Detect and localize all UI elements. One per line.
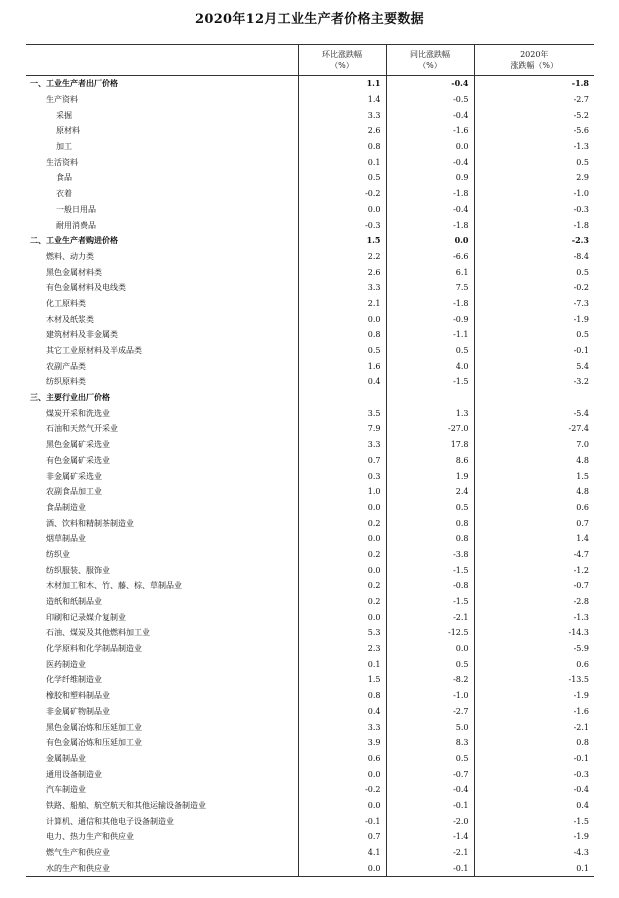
annual-change-cell: 1.4 [474,531,594,547]
annual-change-cell: -4.7 [474,547,594,563]
table-row [26,515,594,531]
page-title: 2020年12月工业生产者价格主要数据 [195,12,424,27]
table-row [26,139,594,155]
price-data-table [26,44,594,877]
yoy-change-cell: 8.6 [386,453,474,469]
mom-change-cell: 0.0 [298,500,386,516]
section-row [26,233,594,249]
yoy-change-cell: -0.4 [386,202,474,218]
row-label: 三、主要行业出厂价格 [30,392,110,403]
table-row [26,751,594,767]
table-row [26,798,594,814]
mom-change-cell: 0.0 [298,202,386,218]
yoy-change-cell: -2.1 [386,845,474,861]
row-label: 酒、饮料和精制茶制造业 [46,518,134,528]
table-row [26,249,594,265]
mom-change-cell: -0.2 [298,186,386,202]
annual-change-cell: -1.6 [474,704,594,720]
yoy-change-cell: 0.8 [386,531,474,547]
annual-change-cell: -7.3 [474,296,594,312]
table-row [26,641,594,657]
table-row [26,421,594,437]
annual-change-cell: 0.5 [474,327,594,343]
mom-change-cell: -0.1 [298,813,386,829]
yoy-change-cell: -1.0 [386,688,474,704]
row-label: 一、工业生产者出厂价格 [30,78,118,89]
table-row [26,500,594,516]
row-label: 纺织服装、服饰业 [46,565,110,575]
row-label: 化工原料类 [46,298,86,308]
section-row [26,76,594,92]
row-label: 橡胶和塑料制品业 [46,691,110,701]
table-row [26,154,594,170]
row-label: 黑色金属冶炼和压延加工业 [46,722,142,732]
yoy-change-cell: -2.7 [386,704,474,720]
table-row [26,453,594,469]
row-label: 黑色金属矿采选业 [46,440,110,450]
annual-change-cell: -0.2 [474,280,594,296]
header-annual-change: 2020年 涨跌幅（%） [474,45,594,76]
table-row [26,280,594,296]
yoy-change-cell: -1.1 [386,327,474,343]
header-mom-change: 环比涨跌幅 （%） [298,45,386,76]
section-row [26,390,594,406]
table-row [26,845,594,861]
annual-change-cell: -0.4 [474,782,594,798]
mom-change-cell: 0.2 [298,547,386,563]
yoy-change-cell: -1.6 [386,123,474,139]
yoy-change-cell: 4.0 [386,358,474,374]
table-row [26,766,594,782]
annual-change-cell: -1.3 [474,609,594,625]
row-label: 非金属矿物制品业 [46,706,110,716]
annual-change-cell: 0.6 [474,500,594,516]
yoy-change-cell: 0.5 [386,656,474,672]
row-label: 铁路、船舶、航空航天和其他运输设备制造业 [46,800,206,810]
row-label: 原材料 [56,126,80,136]
mom-change-cell: 0.0 [298,860,386,876]
annual-change-cell: -8.4 [474,249,594,265]
yoy-change-cell: -0.4 [386,782,474,798]
yoy-change-cell: 0.0 [386,233,474,249]
table-row [26,656,594,672]
annual-change-cell: -1.9 [474,311,594,327]
row-label: 燃气生产和供应业 [46,848,110,858]
yoy-change-cell: 1.9 [386,468,474,484]
mom-change-cell: 0.0 [298,562,386,578]
annual-change-cell: 7.0 [474,437,594,453]
yoy-change-cell: 0.5 [386,500,474,516]
row-label: 生活资料 [46,157,78,167]
annual-change-cell: -1.5 [474,813,594,829]
mom-change-cell: 3.3 [298,280,386,296]
row-label: 印刷和记录媒介复制业 [46,612,126,622]
table-row [26,625,594,641]
row-label: 二、工业生产者购进价格 [30,235,118,246]
yoy-change-cell: 0.8 [386,515,474,531]
row-label: 煤炭开采和洗选业 [46,408,110,418]
annual-change-cell: 0.5 [474,264,594,280]
mom-change-cell: 0.1 [298,154,386,170]
row-label: 一般日用品 [56,204,96,214]
row-label: 采掘 [56,110,72,120]
yoy-change-cell: 0.5 [386,751,474,767]
row-label: 木材加工和木、竹、藤、棕、草制品业 [46,581,182,591]
table-row [26,735,594,751]
yoy-change-cell: -1.5 [386,594,474,610]
annual-change-cell: 5.4 [474,358,594,374]
yoy-change-cell: -0.4 [386,107,474,123]
row-label: 电力、热力生产和供应业 [46,832,134,842]
yoy-change-cell: -0.4 [386,154,474,170]
mom-change-cell: 0.8 [298,139,386,155]
mom-change-cell: 2.6 [298,264,386,280]
annual-change-cell: -0.7 [474,578,594,594]
table-header [26,45,594,76]
yoy-change-cell: 0.0 [386,139,474,155]
annual-change-cell: -5.4 [474,405,594,421]
mom-change-cell: 0.0 [298,798,386,814]
mom-change-cell: 0.2 [298,578,386,594]
annual-change-cell: -1.9 [474,688,594,704]
mom-change-cell: 3.3 [298,719,386,735]
annual-change-cell: 4.8 [474,453,594,469]
yoy-change-cell: 0.9 [386,170,474,186]
yoy-change-cell: -27.0 [386,421,474,437]
mom-change-cell: 0.0 [298,766,386,782]
annual-change-cell: -4.3 [474,845,594,861]
table-row [26,202,594,218]
mom-change-cell: 0.4 [298,704,386,720]
row-label: 农副产品类 [46,361,86,371]
mom-change-cell: 1.1 [298,76,386,92]
row-label: 燃料、动力类 [46,251,94,261]
mom-change-cell: 1.0 [298,484,386,500]
row-label: 汽车制造业 [46,785,86,795]
yoy-change-cell: -0.9 [386,311,474,327]
table-row [26,311,594,327]
mom-change-cell: -0.2 [298,782,386,798]
annual-change-cell: -0.3 [474,766,594,782]
table-row [26,107,594,123]
row-label: 计算机、通信和其他电子设备制造业 [46,816,174,826]
annual-change-cell: 0.4 [474,798,594,814]
yoy-change-cell: -12.5 [386,625,474,641]
yoy-change-cell: 7.5 [386,280,474,296]
row-label: 生产资料 [46,95,78,105]
row-label: 有色金属冶炼和压延加工业 [46,738,142,748]
row-label: 水的生产和供应业 [26,860,298,876]
row-label: 石油和天然气开采业 [46,424,118,434]
table-row [26,217,594,233]
mom-change-cell: 1.5 [298,233,386,249]
yoy-change-cell: -0.1 [386,860,474,876]
yoy-change-cell: -2.0 [386,813,474,829]
yoy-change-cell: -1.8 [386,186,474,202]
mom-change-cell: 1.6 [298,358,386,374]
mom-change-cell: 0.0 [298,531,386,547]
table-row [26,704,594,720]
table-row [26,672,594,688]
yoy-change-cell: 17.8 [386,437,474,453]
mom-change-cell: 0.7 [298,829,386,845]
mom-change-cell: 2.2 [298,249,386,265]
annual-change-cell: -0.1 [474,343,594,359]
mom-change-cell: 2.1 [298,296,386,312]
yoy-change-cell: -3.8 [386,547,474,563]
table-row [26,782,594,798]
mom-change-cell: 0.3 [298,468,386,484]
annual-change-cell: 2.9 [474,170,594,186]
mom-change-cell: 2.3 [298,641,386,657]
annual-change-cell: 1.5 [474,468,594,484]
table-row [26,343,594,359]
mom-change-cell: 1.5 [298,672,386,688]
yoy-change-cell: 0.5 [386,343,474,359]
yoy-change-cell: -2.1 [386,609,474,625]
row-label: 医药制造业 [46,659,86,669]
yoy-change-cell: -1.5 [386,374,474,390]
row-label: 非金属矿采选业 [46,471,102,481]
annual-change-cell: -5.9 [474,641,594,657]
row-label: 通用设备制造业 [46,769,102,779]
table-row [26,547,594,563]
mom-change-cell [298,390,386,406]
annual-change-cell: 0.5 [474,154,594,170]
mom-change-cell: 0.0 [298,609,386,625]
row-label: 木材及纸浆类 [46,314,94,324]
yoy-change-cell: -0.7 [386,766,474,782]
annual-change-cell: -3.2 [474,374,594,390]
annual-change-cell: -5.6 [474,123,594,139]
yoy-change-cell: 6.1 [386,264,474,280]
row-label: 食品制造业 [46,502,86,512]
annual-change-cell: -0.1 [474,751,594,767]
row-label: 衣着 [56,189,72,199]
row-label: 金属制品业 [46,753,86,763]
row-label: 其它工业原材料及半成品类 [46,346,142,356]
row-label: 耐用消费品 [56,220,96,230]
mom-change-cell: 1.4 [298,92,386,108]
row-label: 纺织业 [46,549,70,559]
yoy-change-cell: -1.5 [386,562,474,578]
table-row [26,860,594,876]
annual-change-cell: 0.7 [474,515,594,531]
row-label: 加工 [56,142,72,152]
table-row [26,170,594,186]
yoy-change-cell: 1.3 [386,405,474,421]
annual-change-cell: -1.8 [474,76,594,92]
annual-change-cell: -1.8 [474,217,594,233]
mom-change-cell: 0.0 [298,311,386,327]
mom-change-cell: 0.8 [298,688,386,704]
table-row [26,468,594,484]
annual-change-cell [474,390,594,406]
header-yoy-change: 同比涨跌幅 （%） [386,45,474,76]
table-row [26,264,594,280]
yoy-change-cell: 2.4 [386,484,474,500]
annual-change-cell: -2.1 [474,719,594,735]
mom-change-cell: 0.5 [298,170,386,186]
table-row [26,829,594,845]
mom-change-cell: 0.2 [298,515,386,531]
annual-change-cell: 0.1 [474,860,594,876]
table-row [26,374,594,390]
mom-change-cell: 0.7 [298,453,386,469]
table-row [26,484,594,500]
table-row [26,719,594,735]
annual-change-cell: -1.2 [474,562,594,578]
yoy-change-cell: -0.1 [386,798,474,814]
annual-change-cell: -0.3 [474,202,594,218]
annual-change-cell: -1.3 [474,139,594,155]
mom-change-cell: 3.3 [298,107,386,123]
table-row [26,186,594,202]
yoy-change-cell: -6.6 [386,249,474,265]
row-label: 纺织原料类 [46,377,86,387]
annual-change-cell: 0.6 [474,656,594,672]
row-label: 化学原料和化学制品制造业 [46,644,142,654]
mom-change-cell: 5.3 [298,625,386,641]
row-label: 黑色金属材料类 [46,267,102,277]
yoy-change-cell: -1.8 [386,217,474,233]
table-row [26,688,594,704]
mom-change-cell: 3.3 [298,437,386,453]
mom-change-cell: 3.9 [298,735,386,751]
annual-change-cell: -2.7 [474,92,594,108]
mom-change-cell: 2.6 [298,123,386,139]
row-label: 建筑材料及非金属类 [46,330,118,340]
table-row [26,437,594,453]
annual-change-cell: -27.4 [474,421,594,437]
table-row [26,609,594,625]
annual-change-cell: -13.5 [474,672,594,688]
annual-change-cell: -14.3 [474,625,594,641]
mom-change-cell: 0.2 [298,594,386,610]
table-row [26,531,594,547]
yoy-change-cell: -0.4 [386,76,474,92]
yoy-change-cell: -0.8 [386,578,474,594]
annual-change-cell: -5.2 [474,107,594,123]
mom-change-cell: 0.5 [298,343,386,359]
row-label: 烟草制品业 [46,534,86,544]
yoy-change-cell: 8.3 [386,735,474,751]
header-label-column [26,45,298,76]
mom-change-cell: -0.3 [298,217,386,233]
table-row [26,358,594,374]
mom-change-cell: 0.4 [298,374,386,390]
row-label: 石油、煤炭及其他燃料加工业 [46,628,150,638]
table-body [26,76,594,877]
annual-change-cell: -1.9 [474,829,594,845]
row-label: 农副食品加工业 [46,487,102,497]
yoy-change-cell: -8.2 [386,672,474,688]
mom-change-cell: 0.6 [298,751,386,767]
table-row [26,296,594,312]
table-row [26,327,594,343]
table-row [26,405,594,421]
mom-change-cell: 7.9 [298,421,386,437]
yoy-change-cell: -0.5 [386,92,474,108]
row-label: 食品 [56,173,72,183]
mom-change-cell: 0.8 [298,327,386,343]
row-label: 有色金属材料及电线类 [46,283,126,293]
row-label: 有色金属矿采选业 [46,455,110,465]
annual-change-cell: -1.0 [474,186,594,202]
yoy-change-cell: 0.0 [386,641,474,657]
mom-change-cell: 4.1 [298,845,386,861]
table-row [26,578,594,594]
yoy-change-cell: -1.8 [386,296,474,312]
row-label: 造纸和纸制品业 [46,597,102,607]
annual-change-cell: 0.8 [474,735,594,751]
table-row [26,123,594,139]
mom-change-cell: 0.1 [298,656,386,672]
yoy-change-cell: -1.4 [386,829,474,845]
table-row [26,562,594,578]
annual-change-cell: -2.8 [474,594,594,610]
table-row [26,594,594,610]
row-label: 化学纤维制造业 [46,675,102,685]
yoy-change-cell [386,390,474,406]
table-row [26,92,594,108]
table-row [26,813,594,829]
annual-change-cell: 4.8 [474,484,594,500]
mom-change-cell: 3.5 [298,405,386,421]
annual-change-cell: -2.3 [474,233,594,249]
yoy-change-cell: 5.0 [386,719,474,735]
